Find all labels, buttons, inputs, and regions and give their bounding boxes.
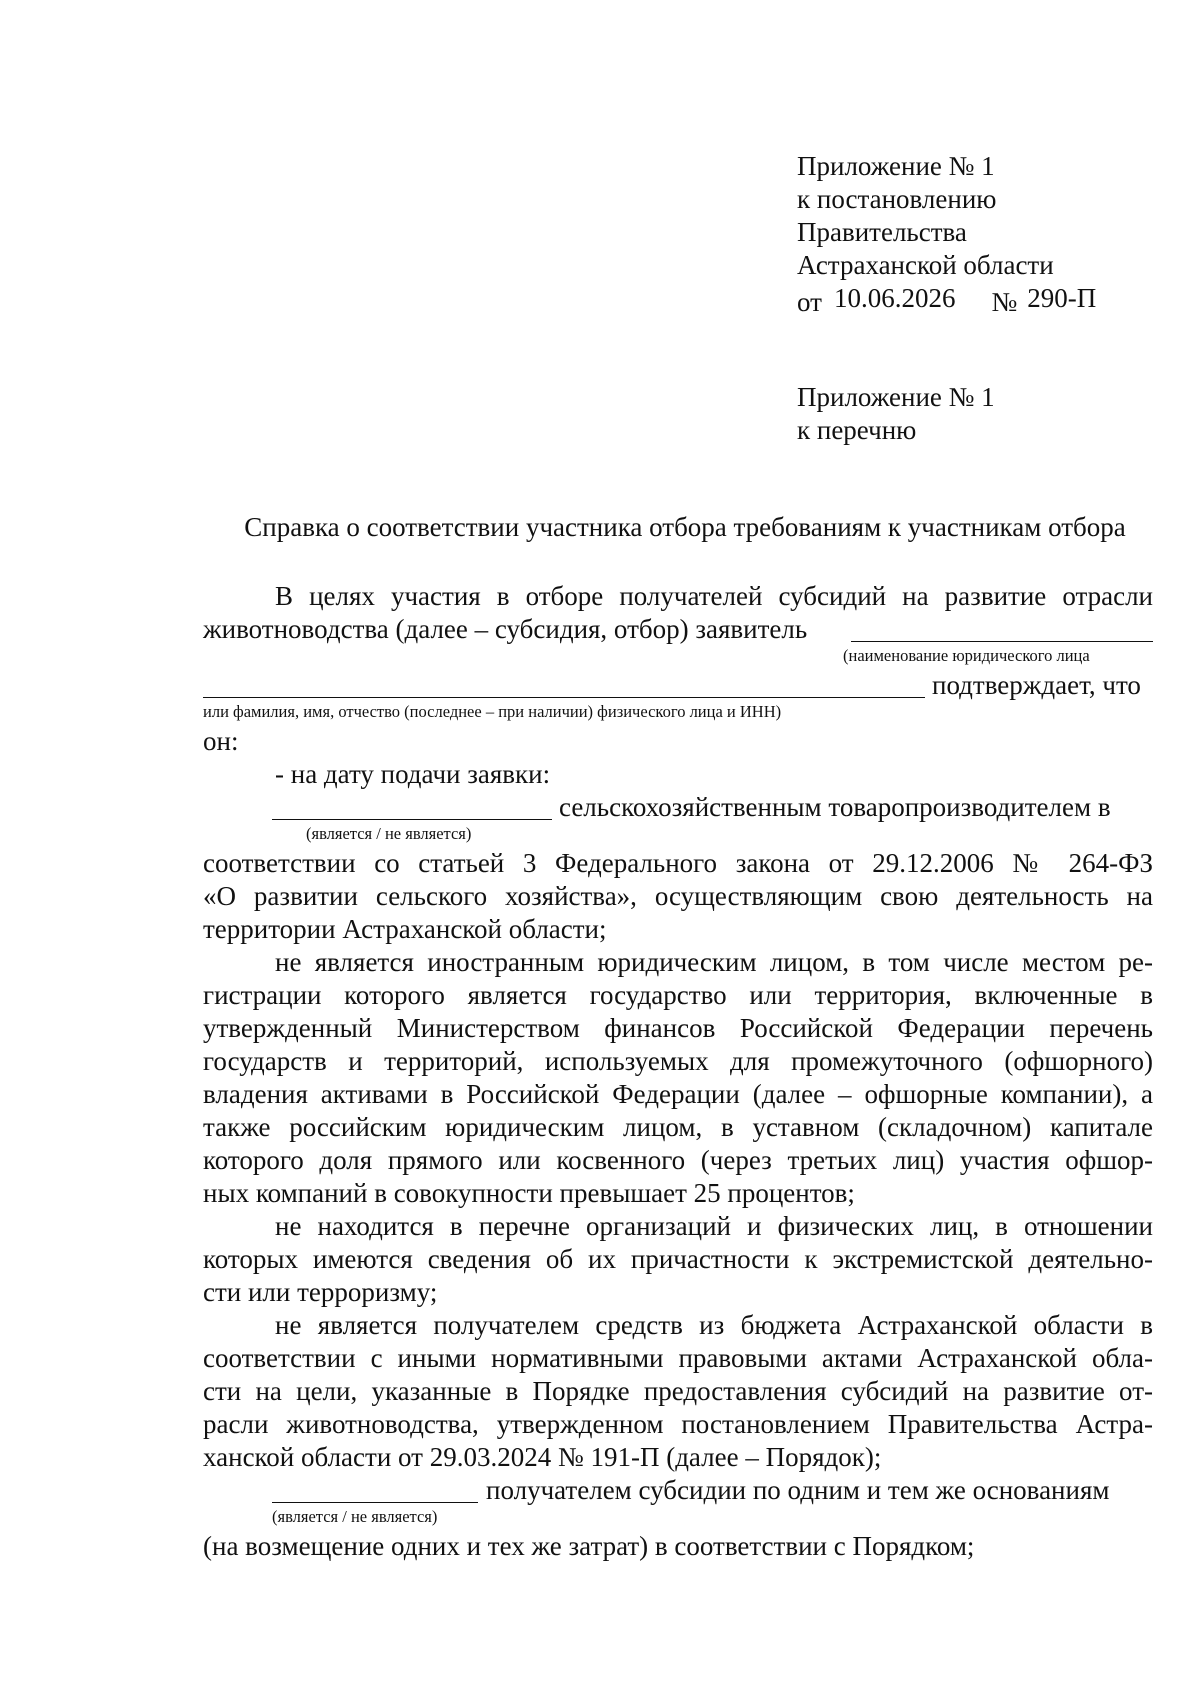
appendix-header-line1: Приложение № 1 bbox=[797, 151, 995, 181]
decree-date: 10.06.2026 bbox=[833, 283, 956, 313]
applicant-name-hint-2: или фамилия, имя, отчество (последнее – при наличии) физического лица и ИНН) bbox=[203, 702, 782, 721]
appendix-header-line2: к постановлению bbox=[797, 184, 997, 214]
applicant-name-hint: (наименование юридического лица bbox=[843, 646, 1090, 665]
budget-line3: сти на цели, указанные в Порядке предоставления субсидий на развитие от- bbox=[203, 1376, 1153, 1406]
document-title: Справка о соответствии участника отбора требованиям к участникам отбора bbox=[244, 512, 1126, 542]
appendix-header-line4: Астраханской области bbox=[797, 250, 1054, 280]
applicant-name-field-line bbox=[851, 641, 1153, 642]
budget-line5: ханской области от 29.03.2024 № 191-П (далее – Порядок); bbox=[203, 1442, 882, 1472]
decree-number: 290-П bbox=[1027, 283, 1097, 313]
recipient-status-hint: (является / не является) bbox=[272, 1507, 438, 1526]
appendix-header-line3: Правительства bbox=[797, 217, 967, 247]
offshore-line2: гистрации которого является государство или территория, включенные в bbox=[203, 980, 1153, 1010]
list-appendix-line1: Приложение № 1 bbox=[797, 382, 995, 412]
recipient-line2: (на возмещение одних и тех же затрат) в соответствии с Порядком; bbox=[203, 1531, 975, 1561]
intro-line3: подтверждает, что bbox=[932, 670, 1141, 700]
offshore-line5: владения активами в Российской Федерации (далее – офшорные компании), а bbox=[203, 1079, 1153, 1109]
offshore-line6: также российским юридическим лицом, в уставном (складочном) капитале bbox=[203, 1112, 1153, 1142]
budget-line4: расли животноводства, утвержденном постановлением Правительства Астра- bbox=[203, 1409, 1153, 1439]
intro-line4: он: bbox=[203, 726, 239, 756]
offshore-line8: ных компаний в совокупности превышает 25 процентов; bbox=[203, 1178, 855, 1208]
extremism-line1: не находится в перечне организаций и физических лиц, в отношении bbox=[275, 1211, 1153, 1241]
producer-line4: территории Астраханской области; bbox=[203, 914, 607, 944]
applicant-name-field-line-2 bbox=[203, 697, 925, 698]
producer-status-field-line bbox=[272, 819, 552, 820]
extremism-line2: которых имеются сведения об их причастности к экстремистской деятельно- bbox=[203, 1244, 1153, 1274]
intro-line2: животноводства (далее – субсидия, отбор) заявитель bbox=[203, 614, 808, 644]
offshore-line4: государств и территорий, используемых для промежуточного (офшорного) bbox=[203, 1046, 1153, 1076]
producer-status-hint: (является / не является) bbox=[306, 824, 472, 843]
producer-line2: соответствии со статьей 3 Федерального закона от 29.12.2006 № 264-ФЗ bbox=[203, 848, 1153, 878]
decree-date-number bbox=[797, 282, 1096, 315]
extremism-line3: сти или терроризму; bbox=[203, 1277, 438, 1307]
budget-line2: соответствии с иными нормативными правовыми актами Астраханской обла- bbox=[203, 1343, 1153, 1373]
budget-line1: не является получателем средств из бюджета Астраханской области в bbox=[275, 1310, 1153, 1340]
recipient-line1: получателем субсидии по одним и тем же основаниям bbox=[486, 1475, 1110, 1505]
date-clause: - на дату подачи заявки: bbox=[275, 759, 551, 789]
offshore-line1: не является иностранным юридическим лицом, в том числе местом ре- bbox=[275, 947, 1153, 977]
recipient-status-field-line bbox=[272, 1502, 478, 1503]
producer-line1: сельскохозяйственным товаропроизводителем в bbox=[559, 792, 1111, 822]
intro-line1: В целях участия в отборе получателей субсидий на развитие отрасли bbox=[275, 581, 1153, 611]
offshore-line3: утвержденный Министерством финансов Российской Федерации перечень bbox=[203, 1013, 1153, 1043]
producer-line3: «О развитии сельского хозяйства», осуществляющим свою деятельность на bbox=[203, 881, 1153, 911]
number-sign: № bbox=[991, 287, 1018, 317]
offshore-line7: которого доля прямого или косвенного (через третьих лиц) участия офшор- bbox=[203, 1145, 1153, 1175]
date-prefix: от bbox=[797, 287, 822, 317]
list-appendix-line2: к перечню bbox=[797, 415, 917, 445]
